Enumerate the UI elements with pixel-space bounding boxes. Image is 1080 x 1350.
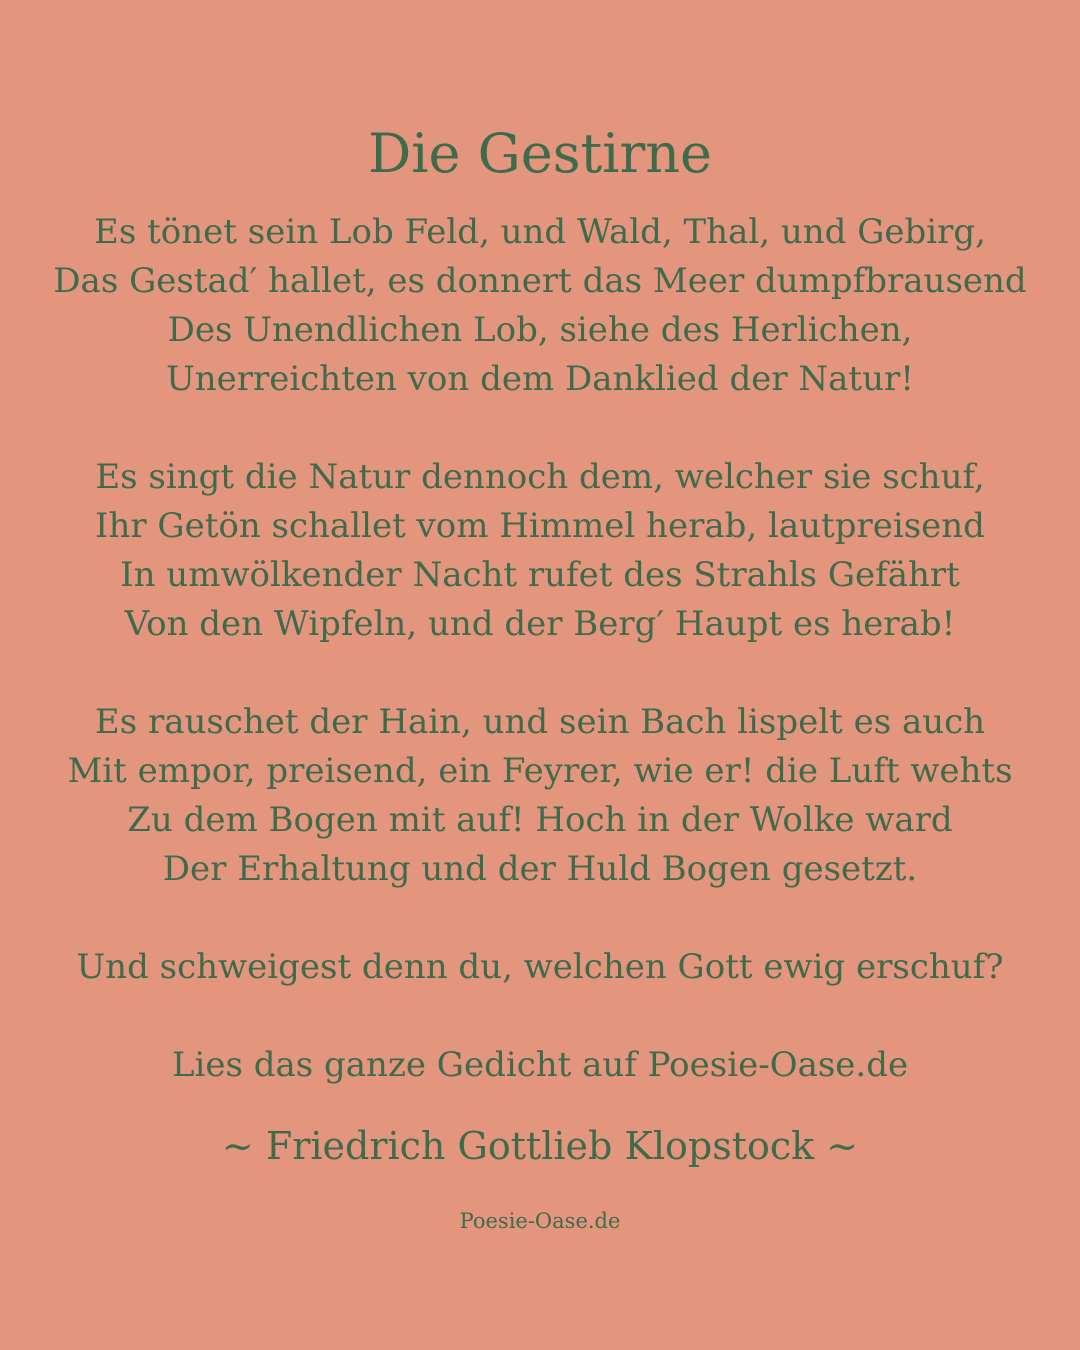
poem-line: Unerreichten von dem Danklied der Natur! xyxy=(166,359,914,399)
call-to-action-text: Lies das ganze Gedicht auf Poesie-Oase.de xyxy=(171,1045,909,1085)
poem-line: Es tönet sein Lob Feld, und Wald, Thal, und Gebirg, xyxy=(94,212,986,252)
poem-line: Von den Wipfeln, und der Berg′ Haupt es herab! xyxy=(124,604,956,644)
poem-line: Des Unendlichen Lob, siehe des Herlichen, xyxy=(167,310,913,350)
poem-line: Ihr Getön schallet vom Himmel herab, lautpreisend xyxy=(95,506,985,546)
stanza-1 xyxy=(0,208,1080,404)
poem-line: Es rauschet der Hain, und sein Bach lispelt es auch xyxy=(94,702,986,742)
poem-line: Das Gestad′ hallet, es donnert das Meer dumpfbrausend xyxy=(53,261,1027,301)
stanza-4 xyxy=(0,943,1080,992)
footer-brand: Poesie-Oase.de xyxy=(459,1209,621,1233)
poem-line: In umwölkender Nacht rufet des Strahls Gefährt xyxy=(120,555,960,595)
poem-line: Der Erhaltung und der Huld Bogen gesetzt. xyxy=(162,849,918,889)
stanza-3 xyxy=(0,698,1080,894)
stanza-2 xyxy=(0,453,1080,649)
poem-line: Mit empor, preisend, ein Feyrer, wie er! die Luft wehts xyxy=(67,751,1013,791)
poem-line: Zu dem Bogen mit auf! Hoch in der Wolke ward xyxy=(127,800,953,840)
poem-line: Es singt die Natur dennoch dem, welcher sie schuf, xyxy=(95,457,985,497)
poem-title: Die Gestirne xyxy=(367,122,712,185)
poem-line: Und schweigest denn du, welchen Gott ewig erschuf? xyxy=(76,947,1004,987)
author-name: ~ Friedrich Gottlieb Klopstock ~ xyxy=(221,1124,859,1168)
